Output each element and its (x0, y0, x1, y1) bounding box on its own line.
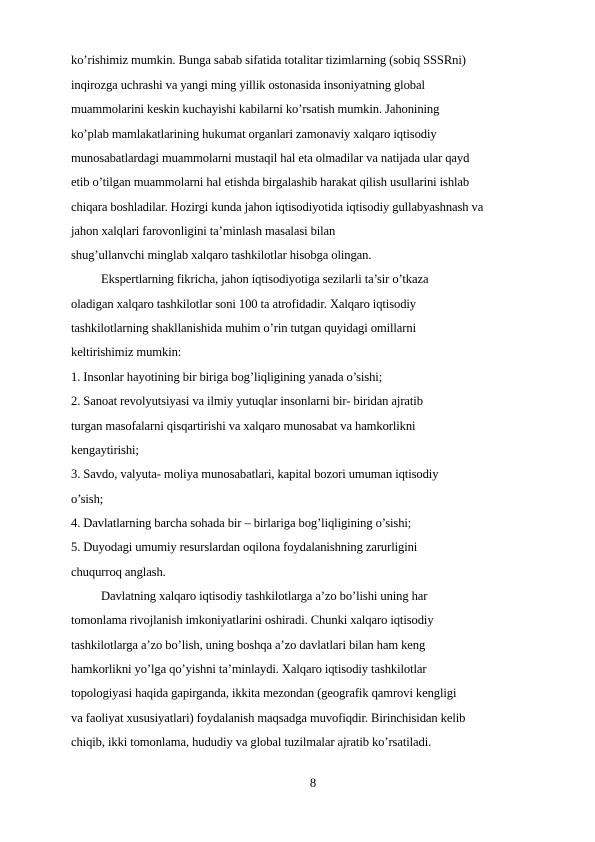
list-item: 1. Insonlar hayotining bir biriga bog’liqligining yanada o’sishi; (71, 370, 383, 384)
text-line: va faoliyat xususiyatlari) foydalanish maqsadga muvofiqdir. Birinchisidan kelib (71, 711, 466, 725)
text-line: topologiyasi haqida gapirganda, ikkita mezondan (geografik qamrovi kengligi (71, 686, 457, 700)
text-line: ko’rishimiz mumkin. Bunga sabab sifatida totalitar tizimlarning (sobiq SSSRni) (71, 53, 466, 67)
text-line: o’sish; (71, 492, 104, 506)
list-item: 5. Duyodagi umumiy resurslardan oqilona foydalanishning zarurligini (71, 540, 418, 554)
text-line: etib o’tilgan muammolarni hal etishda birgalashib harakat qilish usullarini ishlab (71, 175, 470, 189)
text-line: jahon xalqlari farovonligini ta’minlash masalasi bilan (71, 224, 336, 238)
text-line: muammolarini keskin kuchayishi kabilarni ko’rsatish mumkin. Jahonining (71, 102, 440, 116)
paragraph-first-line: Ekspertlarning fikricha, jahon iqtisodiyotiga sezilarli ta’sir o’tkaza (101, 272, 429, 286)
text-line: inqirozga uchrashi va yangi ming yillik ostonasida insoniyatning global (71, 78, 425, 92)
text-line: chuqurroq anglash. (71, 565, 166, 579)
text-line: oladigan xalqaro tashkilotlar soni 100 ta atrofidadir. Xalqaro iqtisodiy (71, 297, 416, 311)
text-line: munosabatlardagi muammolarni mustaqil hal eta olmadilar va natijada ular qayd (71, 151, 470, 165)
text-line: tomonlama rivojlanish imkoniyatlarini oshiradi. Chunki xalqaro iqtisodiy (71, 613, 434, 627)
text-line: kengaytirishi; (71, 443, 139, 457)
text-line: keltirishimiz mumkin: (71, 345, 182, 359)
text-line: chiqib, ikki tomonlama, hududiy va global tuzilmalar ajratib ko’rsatiladi. (71, 735, 432, 749)
text-line: ko’plab mamlakatlarining hukumat organlari zamonaviy xalqaro iqtisodiy (71, 127, 437, 141)
list-item: 3. Savdo, valyuta- moliya munosabatlari, kapital bozori umuman iqtisodiy (71, 467, 439, 481)
paragraph-first-line: Davlatning xalqaro iqtisodiy tashkilotlarga a’zo bo’lishi uning har (101, 589, 428, 603)
text-line: tashkilotlarning shakllanishida muhim o’rin tutgan quyidagi omillarni (71, 321, 416, 335)
list-item: 4. Davlatlarning barcha sohada bir – birlariga bog’liqligining o’sishi; (71, 516, 412, 530)
text-line: hamkorlikni yo’lga qo’yishni ta’minlaydi. Xalqaro iqtisodiy tashkilotlar (71, 662, 427, 676)
page-number: 8 (309, 776, 317, 790)
list-item: 2. Sanoat revolyutsiyasi va ilmiy yutuqlar insonlarni bir- biridan ajratib (71, 394, 423, 408)
text-line: shug’ullanvchi minglab xalqaro tashkilotlar hisobga olingan. (71, 248, 372, 262)
text-line: chiqara boshladilar. Hozirgi kunda jahon iqtisodiyotida iqtisodiy gullabyashnash va (71, 200, 484, 214)
text-line: turgan masofalarni qisqartirishi va xalqaro munosabat va hamkorlikni (71, 419, 416, 433)
text-line: tashkilotlarga a’zo bo’lish, uning boshqa a’zo davlatlari bilan ham keng (71, 638, 426, 652)
